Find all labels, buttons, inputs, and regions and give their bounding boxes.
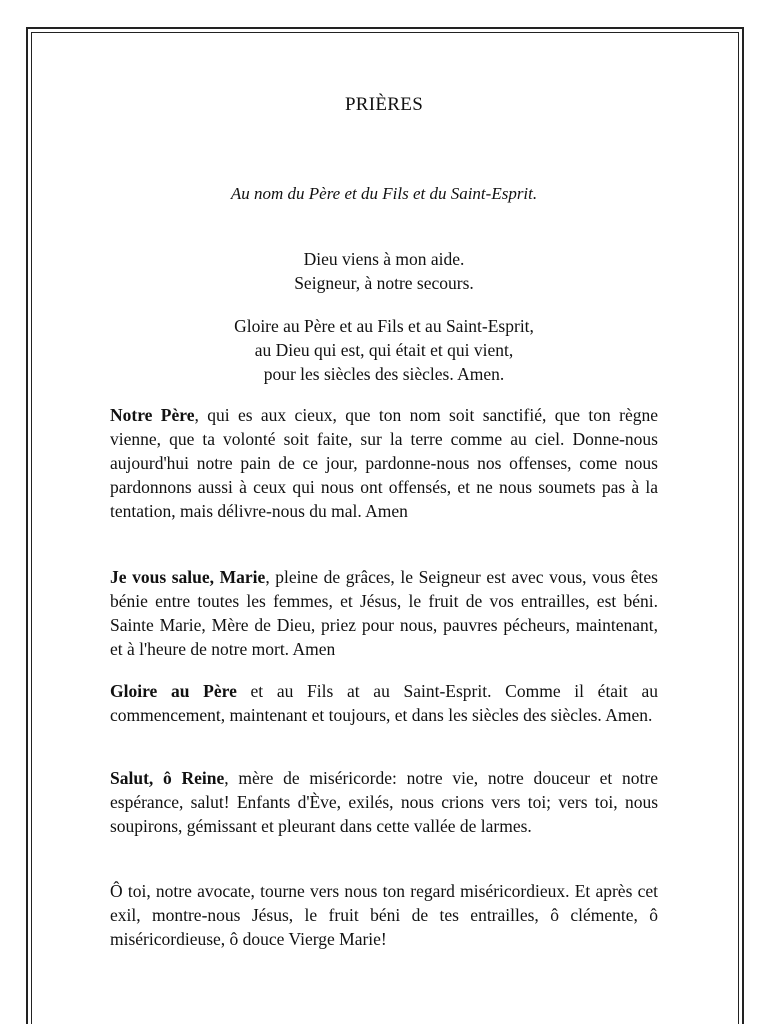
page-title: PRIÈRES [344,94,424,115]
prayer-salut-o-reine [110,766,658,838]
prayer-body: , pleine de grâces, le Seigneur est avec vous, vous êtes bénie entre toutes les femmes, et Jésus, le fruit de vos entrailles, est béni. Sainte Marie, Mère de Dieu, priez pour nous, pauvres pécheurs, maintenant, et à l'heure de notre mort. Amen [110,567,658,659]
prayer-body: Ô toi, notre avocate, tourne vers nous ton regard miséricordieux. Et après cet exil, montre-nous Jésus, le fruit béni de tes entrailles, ô clémente, ô miséricordieuse, ô douce Vierge Marie! [110,881,658,949]
prayer-body: et au Fils at au Saint-Esprit. Comme il était au commencement, maintenant et toujours, et dans les siècles des siècles. Amen. [110,681,658,725]
prayer-gloire-au-pere [110,679,658,727]
prayer-o-toi [110,879,658,951]
verse-block-1 [110,247,658,295]
prayer-heading: Je vous salue, Marie [110,567,266,587]
prayer-heading: Notre Père [110,405,195,425]
prayer-body: , mère de miséricorde: notre vie, notre douceur et notre espérance, salut! Enfants d'Ève, exilés, nous crions vers toi; vers toi, nous soupirons, gémissant et pleurant dans cette vallée de larmes. [110,768,658,836]
verse-line: Dieu viens à mon aide. [303,249,465,269]
verse-block-2 [110,314,658,386]
verse-line: au Dieu qui est, qui était et qui vient, [254,340,514,360]
prayer-je-vous-salue [110,565,658,661]
page-border-inner [31,32,739,1024]
prayer-heading: Gloire au Père [110,681,237,701]
invocation-line: Au nom du Père et du Fils et du Saint-Esprit. [230,184,538,203]
verse-line: Seigneur, à notre secours. [294,273,474,293]
verse-line: Gloire au Père et au Fils et au Saint-Esprit, [234,316,534,336]
prayer-heading: Salut, ô Reine [110,768,225,788]
verse-line: pour les siècles des siècles. Amen. [263,364,505,384]
prayer-body: , qui es aux cieux, que ton nom soit sanctifié, que ton règne vienne, que ta volonté soit faite, sur la terre comme au ciel. Donne-nous aujourd'hui notre pain de ce jour, pardonne-nous nos offenses, come nous pardonnons aussi à ceux qui nous ont offensés, et ne nous soumets pas à la tentation, mais délivre-nous du mal. Amen [110,405,658,521]
prayer-notre-pere [110,403,658,523]
